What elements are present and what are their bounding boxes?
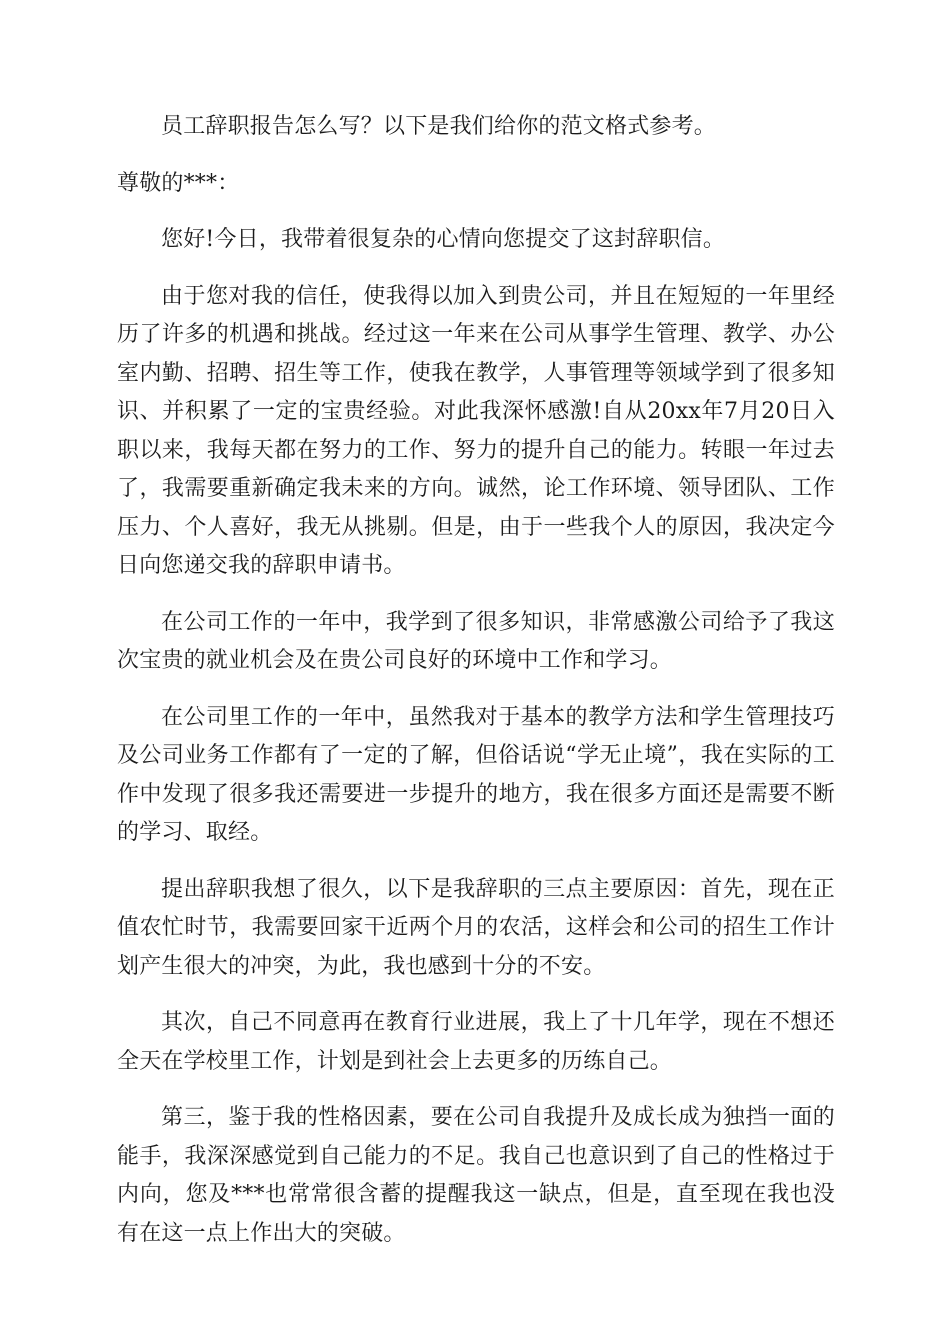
intro-paragraph: 员工辞职报告怎么写？以下是我们给你的范文格式参考。 bbox=[161, 114, 717, 139]
body-paragraph: 由于您对我的信任，使我得以加入到贵公司，并且在短短的一年里经历了许多的机遇和挑战。经过这一年来在公司从事学生管理、教学、办公室内勤、招聘、招生等工作，使我在教学，人事管理等领域学到了很多知识、并积累了一定的宝贵经验。对此我深怀感激!自从20xx年7月20日入职以来，我每天都在努力的工作、努力的提升自己的能力。转眼一年过去了，我需要重新确定我未来的方向。诚然，论工作环境、领导团队、工作压力、个人喜好，我无从挑剔。但是，由于一些我个人的原因，我决定今日向您递交我的辞职申请书。 bbox=[117, 283, 835, 578]
body-paragraph: 在公司工作的一年中，我学到了很多知识，非常感激公司给予了我这次宝贵的就业机会及在贵公司良好的环境中工作和学习。 bbox=[117, 609, 835, 673]
reason-second-paragraph: 其次，自己不同意再在教育行业进展，我上了十几年学，现在不想还全天在学校里工作，计划是到社会上去更多的历练自己。 bbox=[117, 1010, 835, 1074]
greeting-paragraph: 您好!今日，我带着很复杂的心情向您提交了这封辞职信。 bbox=[161, 227, 726, 252]
reason-third-paragraph: 第三，鉴于我的性格因素，要在公司自我提升及成长成为独挡一面的能手，我深深感觉到自己能力的不足。我自己也意识到了自己的性格过于内向，您及***也常常很含蓄的提醒我这一缺点，但是，直至现在我也没有在这一点上作出大的突破。 bbox=[117, 1105, 835, 1246]
reasons-paragraph: 提出辞职我想了很久，以下是我辞职的三点主要原因：首先，现在正值农忙时节，我需要回家干近两个月的农活，这样会和公司的招生工作计划产生很大的冲突，为此，我也感到十分的不安。 bbox=[117, 876, 835, 979]
document-page bbox=[117, 108, 835, 1271]
salutation: 尊敬的***： bbox=[117, 170, 240, 196]
body-paragraph: 在公司里工作的一年中，虽然我对于基本的教学方法和学生管理技巧及公司业务工作都有了一定的了解，但俗话说“学无止境”，我在实际的工作中发现了很多我还需要进一步提升的地方，我在很多方面还是需要不断的学习、取经。 bbox=[117, 704, 835, 845]
